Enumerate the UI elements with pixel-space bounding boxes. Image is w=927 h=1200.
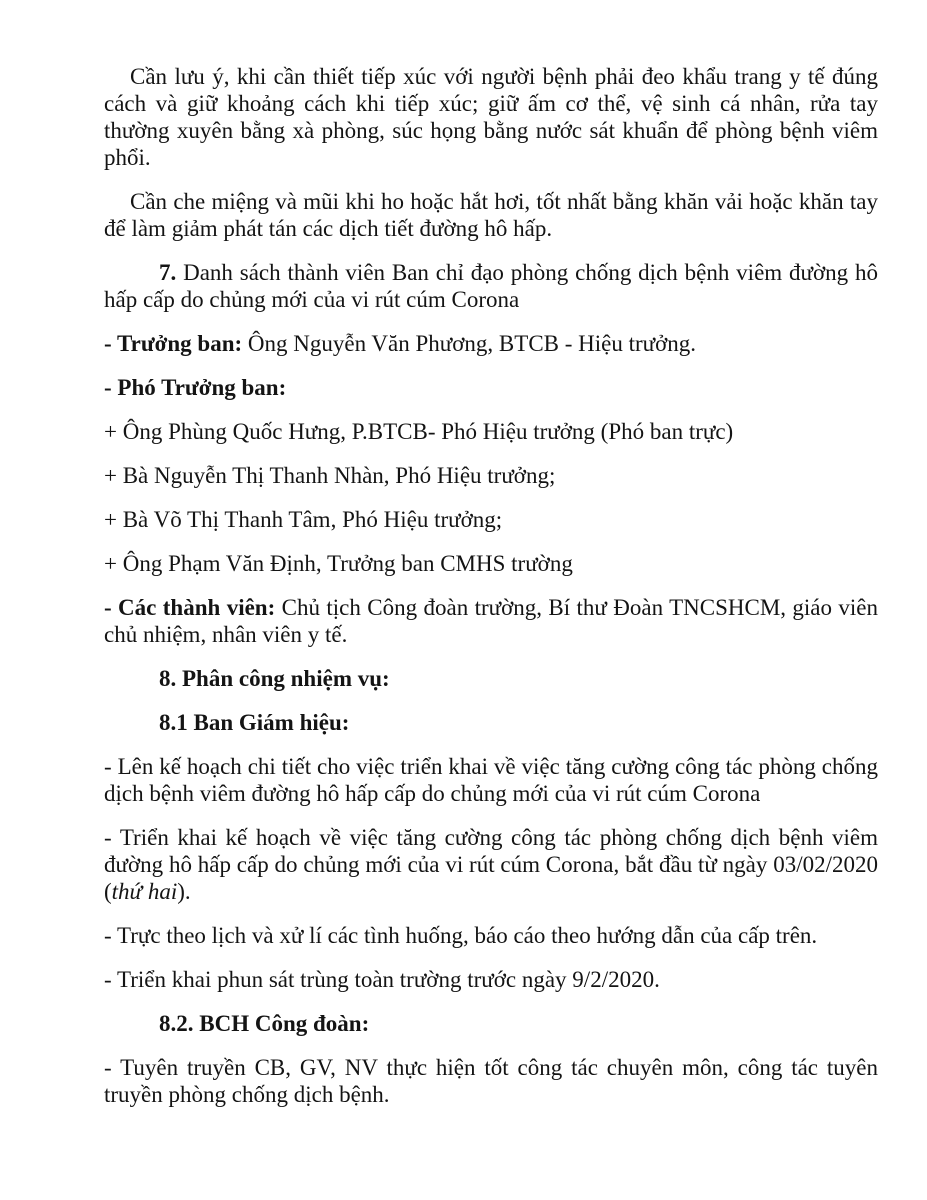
text-run: Chủ tịch Công đoàn trường, Bí thư Đoàn TNCSHCM, giáo viên chủ nhiệm, nhân viên y tế. — [104, 595, 879, 647]
item-member-pham-van-dinh — [104, 550, 878, 577]
text-run: + Ông Phùng Quốc Hưng, P.BTCB- Phó Hiệu trưởng (Phó ban trực) — [104, 419, 734, 444]
heading-section-8 — [104, 665, 878, 692]
text-run: + Bà Võ Thị Thanh Tâm, Phó Hiệu trưởng; — [104, 507, 503, 532]
heading-section-7 — [104, 259, 878, 313]
bold-run: 8.2. BCH Công đoàn: — [159, 1011, 370, 1036]
text-run: - Tuyên truyền CB, GV, NV thực hiện tốt công tác chuyên môn, công tác tuyên truyền phòng chống dịch bệnh. — [104, 1055, 878, 1107]
para-precautions-contact — [104, 63, 878, 171]
item-cac-thanh-vien — [104, 594, 878, 648]
bold-run: 8.1 Ban Giám hiệu: — [159, 710, 350, 735]
text-run: + Bà Nguyễn Thị Thanh Nhàn, Phó Hiệu trưởng; — [104, 463, 556, 488]
para-cover-mouth — [104, 188, 878, 242]
text-run: - Triển khai kế hoạch về việc tăng cường công tác phòng chống dịch bệnh viêm đường hô hấp cấp do chủng mới của vi rút cúm Corona, bắt đầu từ ngày 03/02/2020 ( — [104, 825, 878, 904]
text-run: Cần lưu ý, khi cần thiết tiếp xúc với người bệnh phải đeo khẩu trang y tế đúng cách và giữ khoảng cách khi tiếp xúc; giữ ấm cơ thể, vệ sinh cá nhân, rửa tay thường xuyên bằng xà phòng, súc họng bằng nước sát khuẩn để phòng bệnh viêm phổi. — [104, 64, 878, 170]
task-bgh-deploy — [104, 824, 878, 905]
bold-run: - Phó Trưởng ban: — [104, 375, 287, 400]
italic-run: thứ hai — [111, 879, 178, 904]
heading-section-8-1 — [104, 709, 878, 736]
task-bgh-plan — [104, 753, 878, 807]
text-run: Danh sách thành viên Ban chỉ đạo phòng chống dịch bệnh viêm đường hô hấp cấp do chủng mới của vi rút cúm Corona — [104, 260, 878, 312]
bold-run: 7. — [159, 260, 177, 285]
text-run: - Triển khai phun sát trùng toàn trường trước ngày 9/2/2020. — [104, 967, 660, 992]
task-bgh-duty — [104, 922, 878, 949]
text-run: Ông Nguyễn Văn Phương, BTCB - Hiệu trưởng. — [247, 331, 697, 356]
task-union-propaganda — [104, 1054, 878, 1108]
item-truong-ban — [104, 330, 878, 357]
text-run: Cần che miệng và mũi khi ho hoặc hắt hơi, tốt nhất bằng khăn vải hoặc khăn tay để làm giảm phát tán các dịch tiết đường hô hấp. — [104, 189, 878, 241]
text-run: + Ông Phạm Văn Định, Trưởng ban CMHS trường — [104, 551, 573, 576]
bold-run: - Các thành viên: — [104, 595, 282, 620]
heading-section-8-2 — [104, 1010, 878, 1037]
item-member-vo-thi-thanh-tam — [104, 506, 878, 533]
bold-run: 8. Phân công nhiệm vụ: — [159, 666, 390, 691]
bold-run: - Trưởng ban: — [104, 331, 248, 356]
task-bgh-disinfect — [104, 966, 878, 993]
item-member-nguyen-thi-thanh-nhan — [104, 462, 878, 489]
document-body — [104, 63, 878, 1108]
text-run: ). — [177, 879, 191, 904]
text-run: - Lên kế hoạch chi tiết cho việc triển khai về việc tăng cường công tác phòng chống dịch bệnh viêm đường hô hấp cấp do chủng mới của vi rút cúm Corona — [104, 754, 878, 806]
item-member-phung-quoc-hung — [104, 418, 878, 445]
text-run: - Trực theo lịch và xử lí các tình huống, báo cáo theo hướng dẫn của cấp trên. — [104, 923, 818, 948]
item-pho-truong-ban — [104, 374, 878, 401]
